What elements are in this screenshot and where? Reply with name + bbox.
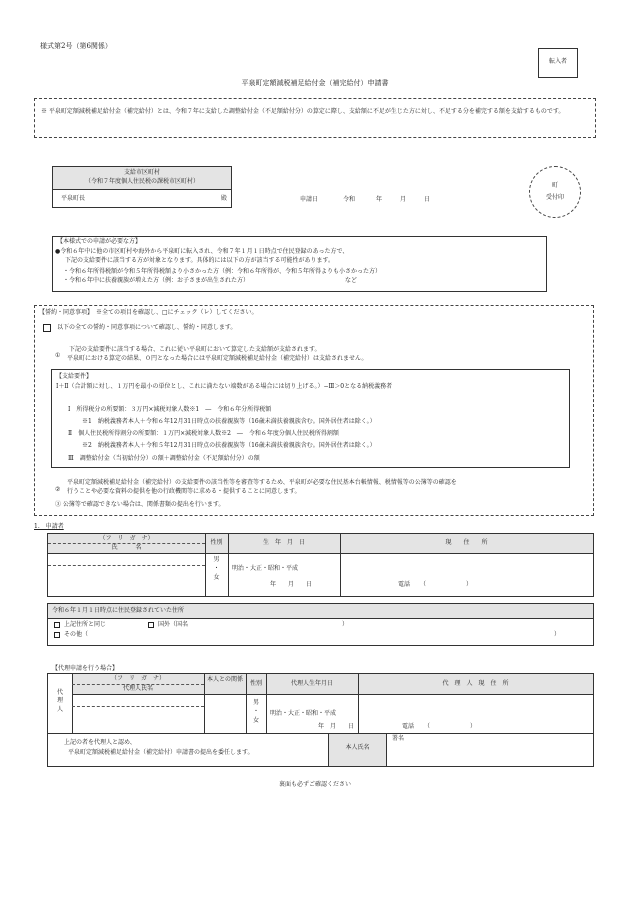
residence-other-close: ） [554,631,561,638]
applicant-phone-label: 電話 [398,581,411,588]
requirement-3: Ⅲ 調整給付金（当初給付分）の額＋調整給付金（不足額給付分）の額 [68,455,260,462]
pledge-item1-num: ① [55,352,61,359]
transfer-stamp-label: 転入者 [548,58,567,65]
pledge-box [34,305,594,516]
principal-signature-input[interactable] [390,744,590,764]
required-line3: ・令和６年所得税額が令和５年所得税額より小さかった方（例：令和６年所得が、令和５年所得よりも小さかった方） [63,268,382,275]
proxy-name-input[interactable] [76,709,200,731]
principal-name-label: 本人氏名 [345,744,370,751]
applicant-gender-label: 性別 [210,539,223,546]
required-line2: 下記の支給要件に該当する方が対象となります。具体的には以下の方が該当する可能性があります。 [65,257,335,264]
applicant-name-label: 氏 名 [111,544,142,551]
notice-text: ※ 平泉町定額減税補足給付金（補完給付）とは、令和７年に支給した調整給付金（不足額給付分）の算定に際し、支給額に不足が生じた方に対し、不足する分を補完する額を支給するものです。 [41,108,565,115]
proxy-title: 【代理申請を行う場合】 [52,665,119,672]
application-date-label: 申請日 [300,196,319,203]
municipality-header2: （令和７年度個人住民税の課税市区町村） [84,178,199,185]
requirement-2-note: ※2 納税義務者本人＋令和５年12月31日時点の扶養親族等（16歳未満扶養親族含む。国外居住者は除く。） [82,442,376,449]
proxy-address-input[interactable] [362,696,590,720]
required-line4: ・令和６年中に扶養親族が増えた方（例：お子さまが出生された方） [63,277,250,284]
proxy-furigana-label: （フ リ ガ ナ） [110,675,165,682]
proxy-furigana-input[interactable] [76,696,200,705]
pledge-item3: ③ 公簿等で確認できない場合は、関係書類の提出を行います。 [55,501,225,508]
applicant-section-title: 1. 申請者 [34,523,64,530]
mayor-label: 平泉町長 [61,195,86,202]
residence-title: 令和６年１月１日時点に住民登録されていた住所 [52,607,185,614]
signature-label: 署名 [392,735,405,742]
applicant-address-input[interactable] [344,555,589,577]
proxy-gender-male[interactable]: 男 [252,699,259,706]
applicant-phone-open: （ [420,581,427,588]
required-line4-tail: など [345,277,358,284]
application-date-era: 令和 [343,196,356,203]
proxy-eras[interactable]: 明治・大正・昭和・平成 [270,710,337,717]
proxy-ymd[interactable]: 年 月 日 [318,723,355,730]
required-line1: ●令和６年中に他の市区町村や海外から平泉町に転入され、令和７年１月１日時点で住民登録のあった方で、 [55,248,349,255]
application-date-year: 年 [376,196,383,203]
pledge-agree-checkbox[interactable] [43,324,51,332]
required-box [52,236,547,292]
municipality-header1: 支給市区町村 [123,169,160,176]
residence-abroad-label: 国外（国名 [158,621,189,628]
proxy-phone-close: ） [470,723,477,730]
pledge-item1-line2: 平泉町における算定の結果、０円となった場合には平泉町定額減税補足給付金（補完給付）は支給されません。 [67,355,368,362]
applicant-gender-female[interactable]: 女 [213,574,220,581]
residence-abroad-close: ） [342,621,349,628]
transfer-stamp-box [538,48,578,78]
requirements-formula: Ⅰ＋Ⅱ（合計額に対し、１万円を最小の単位とし、これに満たない端数がある場合には切り上げる。）−Ⅲ＞0となる納税義務者 [56,383,393,390]
footer-note: 裏面も必ずご確認ください [278,781,351,788]
residence-other-label: その他（ [64,631,89,638]
reception-stamp [529,166,581,218]
proxy-phone-open: （ [424,723,431,730]
proxy-relation-input[interactable] [208,696,242,730]
proxy-phone-label: 電話 [402,723,415,730]
pledge-title: 【誓約・同意事項】 ※全ての項目を確認し、□にチェック（レ）してください。 [39,309,258,316]
proxy-address-label: 代 理 人 現 住 所 [442,680,509,687]
residence-box [47,603,594,646]
notice-box [34,98,596,138]
requirements-title: 【支給要件】 [56,373,93,380]
applicant-eras[interactable]: 明治・大正・昭和・平成 [232,565,299,572]
pledge-agree-label: 以下の全ての誓約・同意事項について確認し、誓約・同意します。 [57,324,237,331]
form-number: 様式第2号（第6関係） [40,42,112,50]
proxy-side-label: 代理人 [57,689,64,713]
reception-stamp-line2: 受付印 [545,194,564,201]
applicant-name-input[interactable] [52,568,202,594]
proxy-table [47,673,594,767]
delegate-line2: 平泉町定額減税補足給付金（補完給付）申請書の提出を委任します。 [68,749,254,756]
residence-abroad-checkbox[interactable] [148,622,154,628]
page-title: 平泉町定額減税補足給付金（補完給付）申請書 [241,79,389,87]
requirements-box [51,369,570,468]
dono-label: 殿 [220,195,227,202]
applicant-dob-label: 生 年 月 日 [262,539,305,546]
pledge-item2-num: ② [55,486,61,493]
pledge-item2-line2: 行うことや必要な資料の提供を他の行政機関等に求める・提供することに同意します。 [67,488,301,495]
residence-other-checkbox[interactable] [54,632,60,638]
application-date-day: 日 [424,196,431,203]
applicant-table [47,533,594,597]
applicant-phone-close: ） [466,581,473,588]
required-title: 【本様式での申請が必要な方】 [57,238,142,245]
pledge-item2-line1: 平泉町定額減税補足給付金（補完給付）の支給要件の該当性等を審査等するため、平泉町が必要な住民基本台帳情報、税情報等の公簿等の確認を [67,479,457,486]
applicant-gender-dot: ・ [213,565,220,572]
application-date-month: 月 [400,196,407,203]
proxy-gender-female[interactable]: 女 [252,717,259,724]
municipality-box [52,166,232,208]
proxy-gender-dot: ・ [252,708,259,715]
pledge-item1-line1: 下記の支給要件に該当する場合、これに従い平泉町において算定した支給額が支給されます。 [69,346,321,353]
requirement-2: Ⅱ 個人住民税所得割分の所要額：１万円×減税対象人数※2 ― 令和６年度分個人住民税所得割額 [68,430,339,437]
applicant-address-label: 現 住 所 [445,539,488,546]
proxy-name-label: 代理人氏名 [122,685,153,692]
applicant-furigana-label: （フ リ ガ ナ） [99,535,154,542]
delegate-line1: 上記の者を代理人と認め、 [64,739,136,746]
proxy-gender-label: 性別 [249,680,262,687]
applicant-ymd[interactable]: 年 月 日 [270,581,313,588]
reception-stamp-line1: 町 [551,182,558,189]
requirement-1: Ⅰ 所得税分の所要額：３万円×減税対象人数※1 ― 令和６年分所得税額 [68,406,272,413]
proxy-dob-label: 代理人生年月日 [290,680,333,687]
residence-same-label: 上記住所と同じ [64,621,107,628]
proxy-relation-label: 本人との関係 [206,676,243,683]
requirement-1-note: ※1 納税義務者本人＋令和６年12月31日時点の扶養親族等（16歳未満扶養親族含む。国外居住者は除く。） [82,418,376,425]
residence-same-checkbox[interactable] [54,622,60,628]
applicant-gender-male[interactable]: 男 [213,556,220,563]
applicant-furigana-input[interactable] [52,555,202,564]
